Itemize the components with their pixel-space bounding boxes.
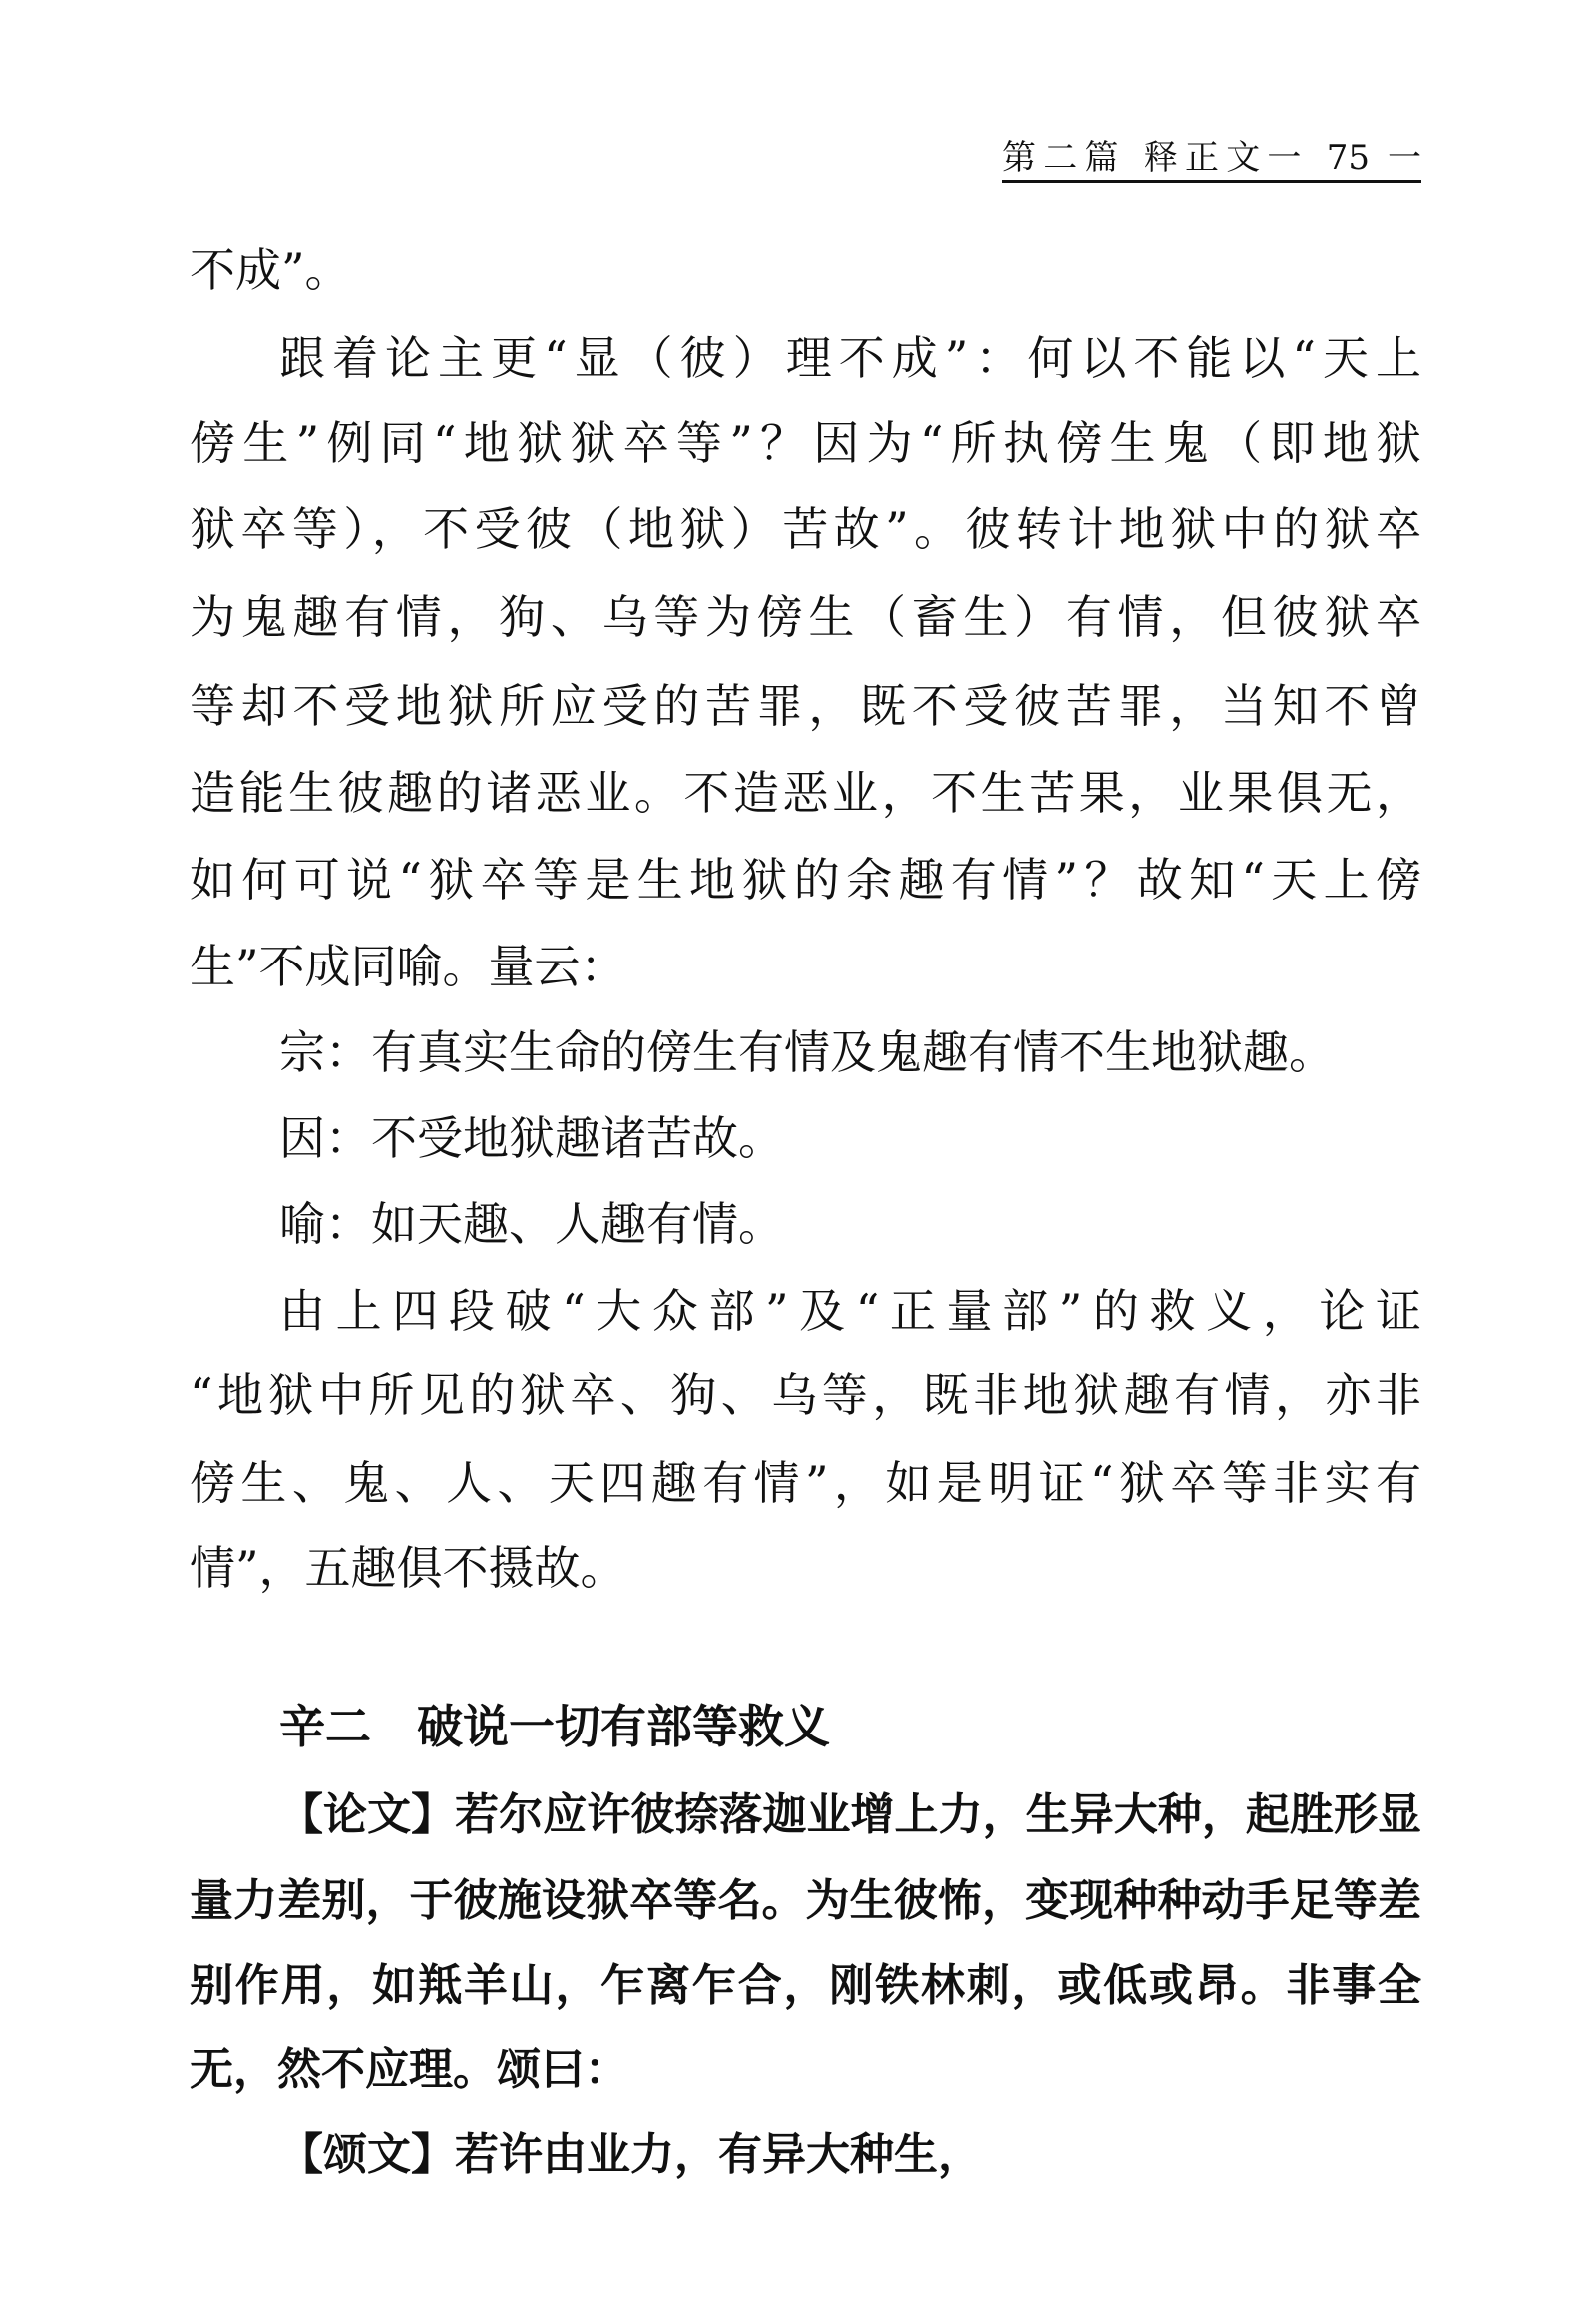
- body-line: 跟着论主更“显（彼）理不成”：何以不能以“天上: [279, 331, 1421, 385]
- running-header: 第二篇 释正文一 75 一: [1002, 130, 1421, 183]
- body-line: 生”不成同喻。量云：: [190, 940, 626, 993]
- body-line: 不成”。: [190, 243, 351, 297]
- syllogism-reason: 因：不受地狱趣诸苦故。: [279, 1111, 784, 1165]
- syllogism-thesis: 宗：有真实生命的傍生有情及鬼趣有情不生地狱趣。: [279, 1025, 1335, 1079]
- body-line: 傍生”例同“地狱狱卒等”？因为“所执傍生鬼（即地狱: [190, 416, 1421, 470]
- verse-line: 【颂文】若许由业力，有异大种生，: [279, 2129, 982, 2180]
- body-line: 狱卒等），不受彼（地狱）苦故”。彼转计地狱中的狱卒: [190, 502, 1421, 556]
- body-line: 情”，五趣俱不摄故。: [190, 1541, 626, 1595]
- body-line: 造能生彼趣的诸恶业。不造恶业，不生苦果，业果俱无，: [190, 766, 1421, 820]
- body-line: 傍生、鬼、人、天四趣有情”，如是明证“狱卒等非实有: [190, 1456, 1421, 1510]
- body-line: 等却不受地狱所应受的苦罪，既不受彼苦罪，当知不曾: [190, 679, 1421, 733]
- body-line: 如何可说“狱卒等是生地狱的余趣有情”？故知“天上傍: [190, 853, 1421, 907]
- syllogism-example: 喻：如天趣、人趣有情。: [279, 1197, 784, 1251]
- body-line: “地狱中所见的狱卒、狗、乌等，既非地狱趣有情，亦非: [190, 1368, 1421, 1422]
- treatise-line: 【论文】若尔应许彼捺落迦业增上力，生异大种，起胜形显: [279, 1789, 1421, 1840]
- section-heading: 辛二 破说一切有部等救义: [279, 1700, 830, 1753]
- body-line: 由上四段破“大众部”及“正量部”的救义，论证: [279, 1284, 1421, 1338]
- treatise-line: 无，然不应理。颂曰：: [190, 2044, 628, 2095]
- body-line: 为鬼趣有情，狗、乌等为傍生（畜生）有情，但彼狱卒: [190, 590, 1421, 644]
- treatise-line: 量力差别，于彼施设狱卒等名。为生彼怖，变现种种动手足等差: [190, 1875, 1421, 1926]
- treatise-line: 别作用，如羝羊山，乍离乍合，刚铁林刺，或低或昂。非事全: [190, 1960, 1421, 2011]
